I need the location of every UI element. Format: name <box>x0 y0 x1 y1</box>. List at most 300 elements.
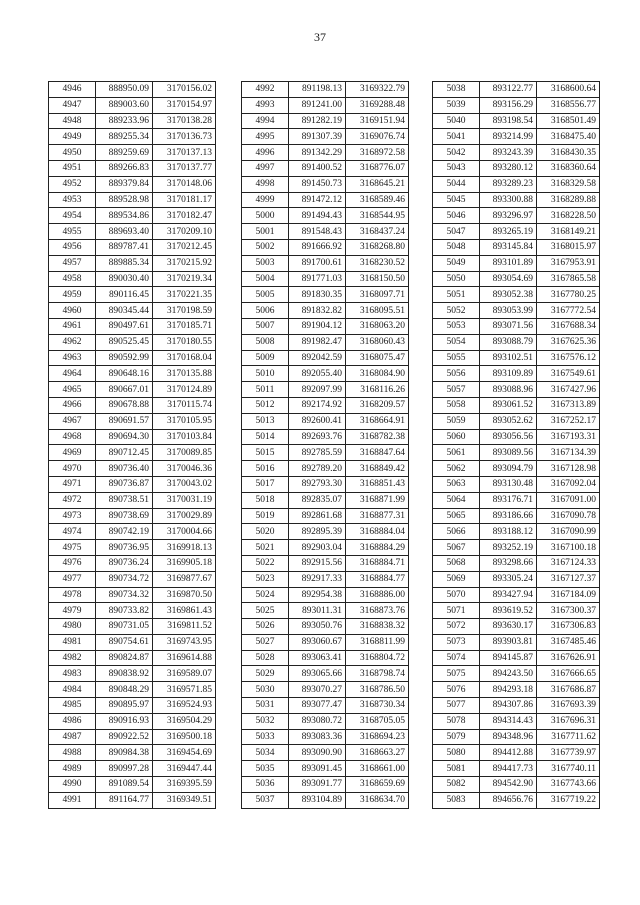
point-number-cell: 5040 <box>433 113 480 129</box>
table-row <box>49 650 216 666</box>
x-coordinate-cell: 894656.76 <box>480 792 537 808</box>
y-coordinate-cell: 3168556.77 <box>537 97 600 113</box>
point-number-cell: 4983 <box>49 666 96 682</box>
y-coordinate-cell: 3170168.04 <box>153 350 216 366</box>
point-number-cell: 5081 <box>433 761 480 777</box>
y-coordinate-cell: 3167184.09 <box>537 587 600 603</box>
y-coordinate-cell: 3168786.50 <box>346 682 409 698</box>
x-coordinate-cell: 888950.09 <box>96 82 153 98</box>
y-coordinate-cell: 3170156.02 <box>153 82 216 98</box>
point-number-cell: 4990 <box>49 777 96 793</box>
table-row <box>433 239 600 255</box>
x-coordinate-cell: 892954.38 <box>289 587 346 603</box>
x-coordinate-cell: 890736.87 <box>96 476 153 492</box>
table-row <box>49 587 216 603</box>
x-coordinate-cell: 889885.34 <box>96 255 153 271</box>
x-coordinate-cell: 890754.61 <box>96 634 153 650</box>
y-coordinate-cell: 3170103.84 <box>153 429 216 445</box>
y-coordinate-cell: 3169743.95 <box>153 634 216 650</box>
x-coordinate-cell: 890838.92 <box>96 666 153 682</box>
table-row <box>433 318 600 334</box>
point-number-cell: 4971 <box>49 476 96 492</box>
table-row <box>49 619 216 635</box>
y-coordinate-cell: 3169811.52 <box>153 619 216 635</box>
y-coordinate-cell: 3167090.99 <box>537 524 600 540</box>
point-number-cell: 5038 <box>433 82 480 98</box>
point-number-cell: 4986 <box>49 713 96 729</box>
point-number-cell: 5033 <box>242 729 289 745</box>
x-coordinate-cell: 891198.13 <box>289 82 346 98</box>
x-coordinate-cell: 893071.56 <box>480 318 537 334</box>
point-number-cell: 4977 <box>49 571 96 587</box>
y-coordinate-cell: 3168838.32 <box>346 619 409 635</box>
y-coordinate-cell: 3170124.89 <box>153 382 216 398</box>
point-number-cell: 5075 <box>433 666 480 682</box>
point-number-cell: 5055 <box>433 350 480 366</box>
point-number-cell: 4949 <box>49 129 96 145</box>
x-coordinate-cell: 890497.61 <box>96 318 153 334</box>
point-number-cell: 5001 <box>242 224 289 240</box>
table-row <box>242 492 409 508</box>
point-number-cell: 5031 <box>242 698 289 714</box>
table-row <box>49 524 216 540</box>
table-row <box>49 792 216 808</box>
table-row <box>49 192 216 208</box>
table-row <box>433 129 600 145</box>
x-coordinate-cell: 893091.45 <box>289 761 346 777</box>
x-coordinate-cell: 890345.44 <box>96 303 153 319</box>
table-row <box>49 318 216 334</box>
y-coordinate-cell: 3167300.37 <box>537 603 600 619</box>
x-coordinate-cell: 894307.86 <box>480 698 537 714</box>
y-coordinate-cell: 3170209.10 <box>153 224 216 240</box>
point-number-cell: 5020 <box>242 524 289 540</box>
point-number-cell: 4976 <box>49 555 96 571</box>
point-number-cell: 4992 <box>242 82 289 98</box>
table-row <box>433 413 600 429</box>
table-row <box>49 224 216 240</box>
point-number-cell: 4991 <box>49 792 96 808</box>
y-coordinate-cell: 3169322.79 <box>346 82 409 98</box>
coordinate-table-2 <box>241 81 409 809</box>
table-row <box>242 555 409 571</box>
x-coordinate-cell: 891832.82 <box>289 303 346 319</box>
table-row <box>242 287 409 303</box>
table-row <box>49 698 216 714</box>
point-number-cell: 5067 <box>433 540 480 556</box>
table-row <box>49 160 216 176</box>
y-coordinate-cell: 3167666.65 <box>537 666 600 682</box>
y-coordinate-cell: 3167625.36 <box>537 334 600 350</box>
table-row <box>433 224 600 240</box>
point-number-cell: 5049 <box>433 255 480 271</box>
x-coordinate-cell: 890916.93 <box>96 713 153 729</box>
table-row <box>242 461 409 477</box>
x-coordinate-cell: 890738.69 <box>96 508 153 524</box>
point-number-cell: 4966 <box>49 397 96 413</box>
x-coordinate-cell: 892097.99 <box>289 382 346 398</box>
point-number-cell: 4946 <box>49 82 96 98</box>
table-row <box>242 176 409 192</box>
table-row <box>242 382 409 398</box>
table-row <box>242 745 409 761</box>
x-coordinate-cell: 893091.77 <box>289 777 346 793</box>
point-number-cell: 4999 <box>242 192 289 208</box>
table-row <box>242 318 409 334</box>
table-row <box>49 97 216 113</box>
x-coordinate-cell: 893080.72 <box>289 713 346 729</box>
y-coordinate-cell: 3170182.47 <box>153 208 216 224</box>
y-coordinate-cell: 3168084.90 <box>346 366 409 382</box>
table-row <box>49 445 216 461</box>
x-coordinate-cell: 893088.96 <box>480 382 537 398</box>
y-coordinate-cell: 3167313.89 <box>537 397 600 413</box>
table-row <box>242 145 409 161</box>
x-coordinate-cell: 893186.66 <box>480 508 537 524</box>
x-coordinate-cell: 890678.88 <box>96 397 153 413</box>
y-coordinate-cell: 3167252.17 <box>537 413 600 429</box>
point-number-cell: 4956 <box>49 239 96 255</box>
point-number-cell: 4984 <box>49 682 96 698</box>
x-coordinate-cell: 893903.81 <box>480 634 537 650</box>
y-coordinate-cell: 3169861.43 <box>153 603 216 619</box>
point-number-cell: 5008 <box>242 334 289 350</box>
point-number-cell: 4948 <box>49 113 96 129</box>
x-coordinate-cell: 893077.47 <box>289 698 346 714</box>
x-coordinate-cell: 892915.56 <box>289 555 346 571</box>
x-coordinate-cell: 893130.48 <box>480 476 537 492</box>
point-number-cell: 5065 <box>433 508 480 524</box>
y-coordinate-cell: 3168873.76 <box>346 603 409 619</box>
x-coordinate-cell: 891666.92 <box>289 239 346 255</box>
y-coordinate-cell: 3169614.88 <box>153 650 216 666</box>
y-coordinate-cell: 3167772.54 <box>537 303 600 319</box>
table-row <box>242 761 409 777</box>
x-coordinate-cell: 891164.77 <box>96 792 153 808</box>
x-coordinate-cell: 892903.04 <box>289 540 346 556</box>
y-coordinate-cell: 3168884.29 <box>346 540 409 556</box>
point-number-cell: 5053 <box>433 318 480 334</box>
x-coordinate-cell: 893050.76 <box>289 619 346 635</box>
x-coordinate-cell: 890922.52 <box>96 729 153 745</box>
table-row <box>242 524 409 540</box>
point-number-cell: 4969 <box>49 445 96 461</box>
table-row <box>242 729 409 745</box>
x-coordinate-cell: 893619.52 <box>480 603 537 619</box>
table-row <box>433 476 600 492</box>
table-row <box>433 634 600 650</box>
x-coordinate-cell: 893243.39 <box>480 145 537 161</box>
point-number-cell: 5072 <box>433 619 480 635</box>
point-number-cell: 5037 <box>242 792 289 808</box>
table-row <box>242 777 409 793</box>
y-coordinate-cell: 3167711.62 <box>537 729 600 745</box>
x-coordinate-cell: 893088.79 <box>480 334 537 350</box>
point-number-cell: 5025 <box>242 603 289 619</box>
table-row <box>433 555 600 571</box>
point-number-cell: 5013 <box>242 413 289 429</box>
table-row <box>433 366 600 382</box>
point-number-cell: 4950 <box>49 145 96 161</box>
table-row <box>242 160 409 176</box>
point-number-cell: 5071 <box>433 603 480 619</box>
table-row <box>242 113 409 129</box>
point-number-cell: 4994 <box>242 113 289 129</box>
x-coordinate-cell: 892785.59 <box>289 445 346 461</box>
table-row <box>242 698 409 714</box>
table-row <box>242 540 409 556</box>
point-number-cell: 5030 <box>242 682 289 698</box>
point-number-cell: 5062 <box>433 461 480 477</box>
point-number-cell: 5063 <box>433 476 480 492</box>
point-number-cell: 4970 <box>49 461 96 477</box>
point-number-cell: 5074 <box>433 650 480 666</box>
point-number-cell: 5046 <box>433 208 480 224</box>
y-coordinate-cell: 3168095.51 <box>346 303 409 319</box>
point-number-cell: 4952 <box>49 176 96 192</box>
table-row <box>433 508 600 524</box>
table-row <box>433 429 600 445</box>
y-coordinate-cell: 3168871.99 <box>346 492 409 508</box>
x-coordinate-cell: 891830.35 <box>289 287 346 303</box>
table-row <box>433 603 600 619</box>
x-coordinate-cell: 893101.89 <box>480 255 537 271</box>
y-coordinate-cell: 3168886.00 <box>346 587 409 603</box>
point-number-cell: 5014 <box>242 429 289 445</box>
table-row <box>49 382 216 398</box>
point-number-cell: 5073 <box>433 634 480 650</box>
point-number-cell: 5015 <box>242 445 289 461</box>
x-coordinate-cell: 889003.60 <box>96 97 153 113</box>
x-coordinate-cell: 893090.90 <box>289 745 346 761</box>
x-coordinate-cell: 893145.84 <box>480 239 537 255</box>
y-coordinate-cell: 3168972.58 <box>346 145 409 161</box>
table-row <box>242 476 409 492</box>
table-row <box>242 508 409 524</box>
x-coordinate-cell: 891241.00 <box>289 97 346 113</box>
x-coordinate-cell: 889534.86 <box>96 208 153 224</box>
y-coordinate-cell: 3168694.23 <box>346 729 409 745</box>
y-coordinate-cell: 3167688.34 <box>537 318 600 334</box>
y-coordinate-cell: 3168661.00 <box>346 761 409 777</box>
point-number-cell: 5032 <box>242 713 289 729</box>
table-row <box>433 382 600 398</box>
table-row <box>242 445 409 461</box>
table-row <box>49 208 216 224</box>
table-row <box>49 145 216 161</box>
point-number-cell: 4967 <box>49 413 96 429</box>
y-coordinate-cell: 3168230.52 <box>346 255 409 271</box>
y-coordinate-cell: 3170046.36 <box>153 461 216 477</box>
table-row <box>433 397 600 413</box>
point-number-cell: 5026 <box>242 619 289 635</box>
table-row <box>49 461 216 477</box>
y-coordinate-cell: 3170089.85 <box>153 445 216 461</box>
y-coordinate-cell: 3170135.88 <box>153 366 216 382</box>
point-number-cell: 5028 <box>242 650 289 666</box>
y-coordinate-cell: 3167124.33 <box>537 555 600 571</box>
x-coordinate-cell: 890742.19 <box>96 524 153 540</box>
x-coordinate-cell: 893630.17 <box>480 619 537 635</box>
y-coordinate-cell: 3167092.04 <box>537 476 600 492</box>
y-coordinate-cell: 3167134.39 <box>537 445 600 461</box>
table-row <box>433 192 600 208</box>
y-coordinate-cell: 3168116.26 <box>346 382 409 398</box>
x-coordinate-cell: 893280.12 <box>480 160 537 176</box>
y-coordinate-cell: 3167743.66 <box>537 777 600 793</box>
y-coordinate-cell: 3167740.11 <box>537 761 600 777</box>
x-coordinate-cell: 893054.69 <box>480 271 537 287</box>
y-coordinate-cell: 3168730.34 <box>346 698 409 714</box>
table-row <box>242 682 409 698</box>
y-coordinate-cell: 3170148.06 <box>153 176 216 192</box>
y-coordinate-cell: 3168705.05 <box>346 713 409 729</box>
table-row <box>242 350 409 366</box>
table-row <box>433 82 600 98</box>
point-number-cell: 5076 <box>433 682 480 698</box>
point-number-cell: 4953 <box>49 192 96 208</box>
x-coordinate-cell: 890736.95 <box>96 540 153 556</box>
y-coordinate-cell: 3167090.78 <box>537 508 600 524</box>
point-number-cell: 4989 <box>49 761 96 777</box>
y-coordinate-cell: 3169918.13 <box>153 540 216 556</box>
y-coordinate-cell: 3167739.97 <box>537 745 600 761</box>
table-row <box>49 540 216 556</box>
table-row <box>242 713 409 729</box>
y-coordinate-cell: 3167693.39 <box>537 698 600 714</box>
point-number-cell: 5079 <box>433 729 480 745</box>
table-row <box>433 271 600 287</box>
x-coordinate-cell: 894145.87 <box>480 650 537 666</box>
point-number-cell: 5068 <box>433 555 480 571</box>
table-row <box>242 587 409 603</box>
y-coordinate-cell: 3167719.22 <box>537 792 600 808</box>
y-coordinate-cell: 3168209.57 <box>346 397 409 413</box>
table-row <box>433 445 600 461</box>
point-number-cell: 5054 <box>433 334 480 350</box>
point-number-cell: 5042 <box>433 145 480 161</box>
y-coordinate-cell: 3168475.40 <box>537 129 600 145</box>
y-coordinate-cell: 3168884.77 <box>346 571 409 587</box>
x-coordinate-cell: 892693.76 <box>289 429 346 445</box>
y-coordinate-cell: 3168329.58 <box>537 176 600 192</box>
x-coordinate-cell: 893296.97 <box>480 208 537 224</box>
x-coordinate-cell: 892055.40 <box>289 366 346 382</box>
point-number-cell: 5050 <box>433 271 480 287</box>
table-row <box>242 129 409 145</box>
point-number-cell: 5048 <box>433 239 480 255</box>
x-coordinate-cell: 890667.01 <box>96 382 153 398</box>
y-coordinate-cell: 3169877.67 <box>153 571 216 587</box>
y-coordinate-cell: 3170031.19 <box>153 492 216 508</box>
x-coordinate-cell: 893109.89 <box>480 366 537 382</box>
x-coordinate-cell: 889379.84 <box>96 176 153 192</box>
y-coordinate-cell: 3168849.42 <box>346 461 409 477</box>
y-coordinate-cell: 3169447.44 <box>153 761 216 777</box>
table-row <box>49 129 216 145</box>
x-coordinate-cell: 891982.47 <box>289 334 346 350</box>
x-coordinate-cell: 894417.73 <box>480 761 537 777</box>
point-number-cell: 5052 <box>433 303 480 319</box>
y-coordinate-cell: 3168884.71 <box>346 555 409 571</box>
y-coordinate-cell: 3170212.45 <box>153 239 216 255</box>
y-coordinate-cell: 3168877.31 <box>346 508 409 524</box>
x-coordinate-cell: 893298.66 <box>480 555 537 571</box>
table-row <box>242 82 409 98</box>
x-coordinate-cell: 890116.45 <box>96 287 153 303</box>
point-number-cell: 4972 <box>49 492 96 508</box>
x-coordinate-cell: 893063.41 <box>289 650 346 666</box>
point-number-cell: 4978 <box>49 587 96 603</box>
y-coordinate-cell: 3168228.50 <box>537 208 600 224</box>
x-coordinate-cell: 892600.41 <box>289 413 346 429</box>
point-number-cell: 5005 <box>242 287 289 303</box>
x-coordinate-cell: 889787.41 <box>96 239 153 255</box>
y-coordinate-cell: 3168782.38 <box>346 429 409 445</box>
x-coordinate-cell: 893188.12 <box>480 524 537 540</box>
y-coordinate-cell: 3167306.83 <box>537 619 600 635</box>
y-coordinate-cell: 3167100.18 <box>537 540 600 556</box>
point-number-cell: 5039 <box>433 97 480 113</box>
table-row <box>242 429 409 445</box>
point-number-cell: 4957 <box>49 255 96 271</box>
point-number-cell: 5077 <box>433 698 480 714</box>
x-coordinate-cell: 890734.72 <box>96 571 153 587</box>
table-row <box>49 334 216 350</box>
x-coordinate-cell: 894348.96 <box>480 729 537 745</box>
table-row <box>49 271 216 287</box>
point-number-cell: 4974 <box>49 524 96 540</box>
point-number-cell: 4960 <box>49 303 96 319</box>
y-coordinate-cell: 3167427.96 <box>537 382 600 398</box>
y-coordinate-cell: 3168589.46 <box>346 192 409 208</box>
x-coordinate-cell: 890731.05 <box>96 619 153 635</box>
table-row <box>49 761 216 777</box>
table-row <box>433 113 600 129</box>
table-row <box>433 777 600 793</box>
x-coordinate-cell: 893305.24 <box>480 571 537 587</box>
table-row <box>49 492 216 508</box>
table-row <box>433 145 600 161</box>
point-number-cell: 5000 <box>242 208 289 224</box>
x-coordinate-cell: 891400.52 <box>289 160 346 176</box>
table-row <box>242 571 409 587</box>
x-coordinate-cell: 893061.52 <box>480 397 537 413</box>
x-coordinate-cell: 891450.73 <box>289 176 346 192</box>
table-row <box>433 792 600 808</box>
table-row <box>49 413 216 429</box>
point-number-cell: 5057 <box>433 382 480 398</box>
x-coordinate-cell: 892835.07 <box>289 492 346 508</box>
x-coordinate-cell: 891307.39 <box>289 129 346 145</box>
point-number-cell: 4962 <box>49 334 96 350</box>
y-coordinate-cell: 3168544.95 <box>346 208 409 224</box>
point-number-cell: 5045 <box>433 192 480 208</box>
page-number: 37 <box>314 30 326 44</box>
point-number-cell: 4958 <box>49 271 96 287</box>
y-coordinate-cell: 3168150.50 <box>346 271 409 287</box>
y-coordinate-cell: 3168097.71 <box>346 287 409 303</box>
x-coordinate-cell: 891472.12 <box>289 192 346 208</box>
x-coordinate-cell: 893052.62 <box>480 413 537 429</box>
table-row <box>242 97 409 113</box>
y-coordinate-cell: 3169288.48 <box>346 97 409 113</box>
x-coordinate-cell: 893065.66 <box>289 666 346 682</box>
x-coordinate-cell: 890691.57 <box>96 413 153 429</box>
table-row <box>433 524 600 540</box>
point-number-cell: 5056 <box>433 366 480 382</box>
table-row <box>433 713 600 729</box>
